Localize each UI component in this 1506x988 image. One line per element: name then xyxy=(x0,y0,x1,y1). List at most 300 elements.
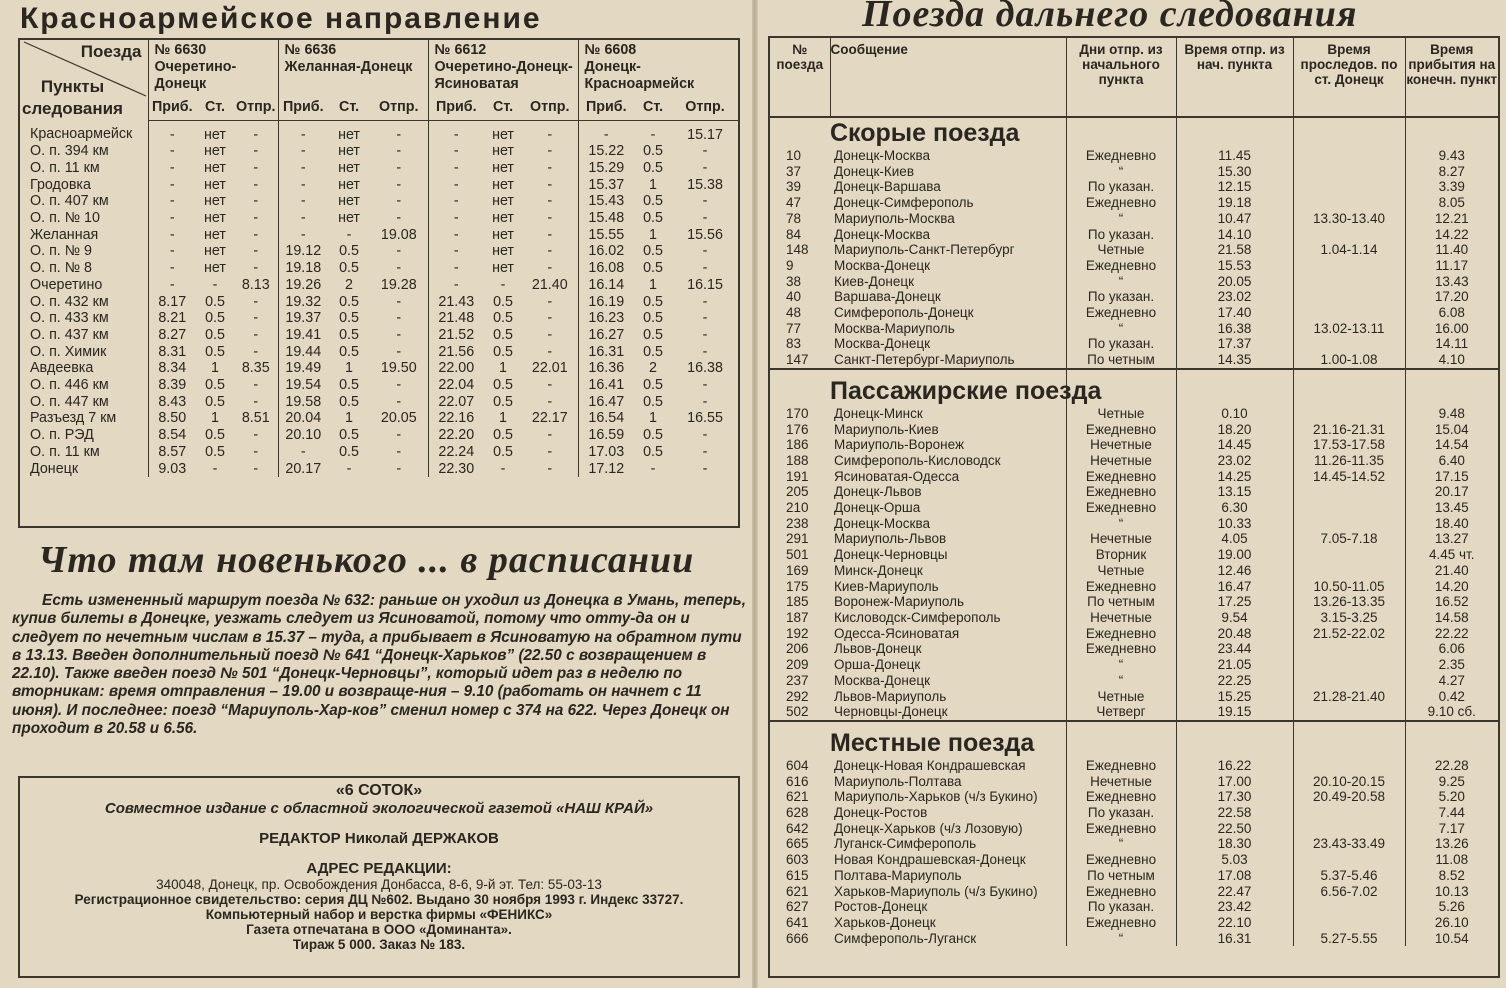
arrival-time: 8.27 xyxy=(1405,164,1498,180)
stop-name: О. п. № 9 xyxy=(30,243,93,260)
train-row xyxy=(770,516,1498,532)
days-cell: Ежедневно xyxy=(1066,148,1176,164)
stop-name: Желанная xyxy=(30,226,99,243)
days-cell: “ xyxy=(1066,836,1176,852)
donetsk-pass-time xyxy=(1293,148,1405,164)
time-cell: 8.13 xyxy=(241,276,270,293)
time-cell: - xyxy=(547,193,553,210)
section-title-row xyxy=(770,117,1498,148)
arrival-time: 18.40 xyxy=(1405,516,1498,532)
time-cell: нет xyxy=(204,143,226,160)
timetable-row xyxy=(20,143,738,160)
section-spacer xyxy=(770,728,830,758)
departure-time: 17.37 xyxy=(1176,336,1293,352)
time-cell: 1 xyxy=(499,360,507,377)
donetsk-pass-time: 20.49-20.58 xyxy=(1293,789,1405,805)
donetsk-pass-time xyxy=(1293,179,1405,195)
departure-time: 17.00 xyxy=(1176,774,1293,790)
time-cell: 19.26 xyxy=(278,277,328,294)
time-cell: 8.21 xyxy=(148,310,196,327)
time-cell: 19.54 xyxy=(278,377,328,394)
train-number: 628 xyxy=(786,805,809,821)
stop-name: О. п. 394 км xyxy=(30,143,109,160)
train-number: 170 xyxy=(786,405,809,421)
arrival-time: 11.08 xyxy=(1405,852,1498,868)
train-route: Полтава-Мариуполь xyxy=(834,867,962,883)
time-cell: - xyxy=(148,277,196,294)
time-cell: - xyxy=(396,193,402,210)
time-cell: - xyxy=(428,143,484,160)
arrival-time: 13.26 xyxy=(1405,836,1498,852)
time-cell: 22.16 xyxy=(428,410,484,427)
train-row xyxy=(770,547,1498,563)
time-cell: - xyxy=(547,326,553,343)
time-cell: - xyxy=(278,210,328,227)
train-route: Ростов-Донецк xyxy=(834,899,928,915)
time-cell: 0.5 xyxy=(643,393,663,410)
arrival-time: 13.27 xyxy=(1405,531,1498,547)
time-cell: 8.27 xyxy=(148,327,196,344)
donetsk-pass-time xyxy=(1293,406,1405,422)
time-cell: нет xyxy=(204,210,226,227)
time-cell: - xyxy=(148,243,196,260)
timetable-row xyxy=(20,377,738,394)
time-cell: - xyxy=(547,210,553,227)
donetsk-pass-time xyxy=(1293,821,1405,837)
days-cell: Ежедневно xyxy=(1066,915,1176,931)
donetsk-pass-time xyxy=(1293,852,1405,868)
stop-name: О. п. 446 км xyxy=(30,377,109,394)
time-cell: 8.43 xyxy=(148,394,196,411)
train-row xyxy=(770,321,1498,337)
timetable-row xyxy=(20,327,738,344)
departure-time: 15.30 xyxy=(1176,164,1293,180)
time-cell: - xyxy=(396,443,402,460)
time-cell: 22.01 xyxy=(531,360,568,377)
time-cell: 16.47 xyxy=(578,394,634,411)
typeset-line: Компьютерный набор и верстка фирмы «ФЕНИКС» xyxy=(205,907,553,922)
section-spacer xyxy=(1405,728,1498,758)
time-cell: - xyxy=(547,260,553,277)
days-cell: Четные xyxy=(1066,242,1176,258)
left-section-title: Красноармейское направление xyxy=(20,2,542,35)
train-route: Львов-Донецк xyxy=(834,641,922,657)
time-cell: нет xyxy=(204,226,226,243)
train-route: Харьков-Мариуполь (ч/з Букино) xyxy=(834,883,1038,899)
donetsk-pass-time xyxy=(1293,547,1405,563)
time-cell: - xyxy=(428,260,484,277)
departure-time: 14.10 xyxy=(1176,227,1293,243)
train-number: № 6636 xyxy=(284,42,337,58)
time-cell: 0.5 xyxy=(339,393,359,410)
train-route: Донецк-Львов xyxy=(834,484,922,500)
arrival-time: 6.40 xyxy=(1405,453,1498,469)
train-number: 627 xyxy=(786,899,809,915)
time-cell: - xyxy=(148,193,196,210)
time-cell: 22.04 xyxy=(428,377,484,394)
separator-cell xyxy=(1405,369,1498,376)
time-cell: нет xyxy=(338,126,360,143)
train-row xyxy=(770,579,1498,595)
train-row xyxy=(770,406,1498,422)
days-cell: Ежедневно xyxy=(1066,758,1176,774)
arrival-time: 7.17 xyxy=(1405,821,1498,837)
train-6612-header xyxy=(428,40,578,94)
donetsk-pass-time: 1.04-1.14 xyxy=(1293,242,1405,258)
arrival-time: 4.45 чт. xyxy=(1405,547,1498,563)
time-cell: 0.5 xyxy=(493,310,513,327)
time-cell: - xyxy=(253,443,259,460)
time-cell: нет xyxy=(338,143,360,160)
corner-stops-line1: Пункты xyxy=(40,77,105,96)
departure-time: 20.48 xyxy=(1176,626,1293,642)
time-cell: - xyxy=(253,126,259,143)
days-cell: Нечетные xyxy=(1066,610,1176,626)
time-cell: - xyxy=(346,460,352,477)
time-cell: 0.5 xyxy=(339,243,359,260)
time-cell: 20.10 xyxy=(278,427,328,444)
time-cell: 16.54 xyxy=(578,410,634,427)
section-spacer xyxy=(1405,376,1498,406)
time-cell: - xyxy=(396,427,402,444)
donetsk-pass-time xyxy=(1293,915,1405,931)
train-route: Воронеж-Мариуполь xyxy=(834,594,965,610)
days-cell: “ xyxy=(1066,164,1176,180)
timetable-row xyxy=(20,210,738,227)
time-cell: 20.17 xyxy=(278,461,328,478)
time-cell: - xyxy=(702,310,708,327)
time-cell: 8.57 xyxy=(148,444,196,461)
train-6630-header xyxy=(148,40,278,94)
timetable-body xyxy=(20,120,738,477)
time-cell: 21.56 xyxy=(428,344,484,361)
train-route: Донецк-Новая Кондрашевская xyxy=(834,757,1026,773)
arrival-time: 10.54 xyxy=(1405,931,1498,947)
departure-time: 22.50 xyxy=(1176,821,1293,837)
time-cell: - xyxy=(253,210,259,227)
time-cell: - xyxy=(396,210,402,227)
time-cell: - xyxy=(396,393,402,410)
timetable-row xyxy=(20,277,738,294)
donetsk-pass-time: 21.16-21.31 xyxy=(1293,422,1405,438)
separator-cell xyxy=(830,721,1066,728)
train-number: 39 xyxy=(786,179,802,195)
train-row xyxy=(770,836,1498,852)
arrival-time: 5.26 xyxy=(1405,899,1498,915)
time-cell: - xyxy=(396,159,402,176)
train-row xyxy=(770,195,1498,211)
time-cell: 0.5 xyxy=(205,293,225,310)
train-number: 641 xyxy=(786,914,809,930)
section-spacer xyxy=(1405,117,1498,148)
time-cell: - xyxy=(702,260,708,277)
time-cell: - xyxy=(396,260,402,277)
column-header: № поезда xyxy=(770,38,830,117)
train-row xyxy=(770,289,1498,305)
days-cell: Ежедневно xyxy=(1066,884,1176,900)
time-cell: 15.43 xyxy=(578,193,634,210)
train-route: Донецк-Москва xyxy=(834,148,930,163)
train-number: 47 xyxy=(786,195,802,211)
time-cell: 0.5 xyxy=(339,443,359,460)
time-cell: - xyxy=(702,427,708,444)
arrival-time: 14.54 xyxy=(1405,437,1498,453)
train-row xyxy=(770,469,1498,485)
departure-time: 13.15 xyxy=(1176,484,1293,500)
time-cell: 0.5 xyxy=(339,326,359,343)
arrival-time: 12.21 xyxy=(1405,211,1498,227)
sub-header-cell: Ст. xyxy=(196,94,234,120)
departure-time: 12.46 xyxy=(1176,563,1293,579)
address-header: АДРЕС РЕДАКЦИИ: xyxy=(306,860,452,877)
time-cell: 16.08 xyxy=(578,260,634,277)
section-spacer xyxy=(1293,376,1405,406)
time-cell: - xyxy=(702,343,708,360)
departure-time: 23.02 xyxy=(1176,289,1293,305)
donetsk-pass-time: 13.02-13.11 xyxy=(1293,321,1405,337)
time-cell: 16.41 xyxy=(578,377,634,394)
train-route: Мариуполь-Львов xyxy=(834,531,947,547)
stop-name: О. п. 11 км xyxy=(30,159,100,176)
time-cell: - xyxy=(148,177,196,194)
time-cell: - xyxy=(547,393,553,410)
right-section-title: Поезда дальнего следования xyxy=(862,0,1358,35)
train-route: Желанная-Донецк xyxy=(284,59,413,75)
days-cell: По указан. xyxy=(1066,899,1176,915)
days-cell: “ xyxy=(1066,274,1176,290)
section-title: Скорые поезда xyxy=(830,119,1020,147)
days-cell: “ xyxy=(1066,211,1176,227)
time-cell: 0.5 xyxy=(493,443,513,460)
time-cell: нет xyxy=(492,176,514,193)
days-cell: По четным xyxy=(1066,352,1176,369)
timetable-row xyxy=(20,177,738,194)
time-cell: 19.18 xyxy=(278,260,328,277)
sub-header-cell: Приб. xyxy=(278,94,328,120)
timetable-row xyxy=(20,294,738,311)
departure-time: 16.31 xyxy=(1176,931,1293,947)
days-cell: По указан. xyxy=(1066,289,1176,305)
time-cell: 15.37 xyxy=(578,177,634,194)
time-cell: - xyxy=(396,460,402,477)
time-cell: нет xyxy=(492,159,514,176)
days-cell: Ежедневно xyxy=(1066,305,1176,321)
time-cell: - xyxy=(547,427,553,444)
train-row xyxy=(770,274,1498,290)
donetsk-pass-time xyxy=(1293,258,1405,274)
time-cell: - xyxy=(702,210,708,227)
train-route: Кисловодск-Симферополь xyxy=(834,609,1001,625)
time-cell: - xyxy=(702,193,708,210)
arrival-time: 10.13 xyxy=(1405,884,1498,900)
section-separator xyxy=(770,369,1498,376)
departure-time: 9.54 xyxy=(1176,610,1293,626)
stop-name: О. п. 432 км xyxy=(30,293,109,310)
registration-line: Регистрационное свидетельство: серия ДЦ №602. Выдано 30 ноября 1993 г. Индекс 33727. xyxy=(74,892,684,907)
departure-time: 16.38 xyxy=(1176,321,1293,337)
train-row xyxy=(770,437,1498,453)
train-number: 615 xyxy=(786,867,809,883)
train-row xyxy=(770,884,1498,900)
time-cell: 0.5 xyxy=(643,443,663,460)
time-cell: - xyxy=(253,176,259,193)
train-number: 665 xyxy=(786,836,809,852)
arrival-time: 8.05 xyxy=(1405,195,1498,211)
donetsk-pass-time: 17.53-17.58 xyxy=(1293,437,1405,453)
time-cell: 21.40 xyxy=(531,276,568,293)
arrival-time: 13.43 xyxy=(1405,274,1498,290)
newspaper-name: «6 СОТОК» xyxy=(335,782,423,799)
days-cell: “ xyxy=(1066,321,1176,337)
days-cell: По четным xyxy=(1066,868,1176,884)
time-cell: 1 xyxy=(345,410,353,427)
time-cell: 8.50 xyxy=(148,410,196,427)
train-number: 501 xyxy=(786,547,809,563)
printed-line: Газета отпечатана в ООО «Доминанта». xyxy=(246,922,512,937)
time-cell: 0.5 xyxy=(643,377,663,394)
train-route: Донецк-Киев xyxy=(834,163,914,179)
time-cell: - xyxy=(253,226,259,243)
train-route: Мариуполь-Полтава xyxy=(834,773,962,789)
time-cell: 19.44 xyxy=(278,344,328,361)
long-distance-body xyxy=(770,117,1498,946)
timetable-row xyxy=(20,160,738,177)
page-fold xyxy=(752,0,758,988)
timetable-row xyxy=(20,461,738,478)
time-cell: - xyxy=(428,160,484,177)
separator-cell xyxy=(830,369,1066,376)
train-number: 666 xyxy=(786,930,809,946)
time-cell: 16.23 xyxy=(578,310,634,327)
time-cell: 8.34 xyxy=(148,360,196,377)
train-route: Санкт-Петербург-Мариуполь xyxy=(834,352,1015,368)
time-cell: 0.5 xyxy=(339,343,359,360)
time-cell: - xyxy=(253,159,259,176)
train-row xyxy=(770,758,1498,774)
days-cell: Ежедневно xyxy=(1066,469,1176,485)
train-route: Одесса-Ясиноватая xyxy=(834,625,960,641)
donetsk-pass-time xyxy=(1293,336,1405,352)
arrival-time: 8.52 xyxy=(1405,868,1498,884)
column-header: Время проследов. по ст. Донецк xyxy=(1293,38,1405,117)
time-cell: - xyxy=(278,193,328,210)
time-cell: нет xyxy=(204,176,226,193)
time-cell: - xyxy=(396,310,402,327)
train-row xyxy=(770,453,1498,469)
section-spacer xyxy=(770,117,830,148)
section-spacer xyxy=(1066,728,1176,758)
time-cell: 0.5 xyxy=(205,310,225,327)
corner-trains-label: Поезда xyxy=(80,42,142,61)
time-cell: - xyxy=(346,226,352,243)
timetable-row xyxy=(20,410,738,427)
donetsk-pass-time xyxy=(1293,227,1405,243)
timetable-row xyxy=(20,444,738,461)
stop-name: Очеретино xyxy=(30,276,103,293)
time-cell: - xyxy=(702,243,708,260)
time-cell: - xyxy=(428,210,484,227)
departure-time: 17.40 xyxy=(1176,305,1293,321)
train-route: Очеретино-Донецк-Ясиноватая xyxy=(434,59,573,92)
train-number: 292 xyxy=(786,688,809,704)
arrival-time: 26.10 xyxy=(1405,915,1498,931)
news-title: Что там новенького ... в расписании xyxy=(38,539,695,581)
time-cell: - xyxy=(702,443,708,460)
arrival-time: 14.58 xyxy=(1405,610,1498,626)
time-cell: - xyxy=(396,343,402,360)
train-row xyxy=(770,227,1498,243)
train-route: Львов-Мариуполь xyxy=(834,688,947,704)
departure-time: 6.30 xyxy=(1176,500,1293,516)
time-cell: 0.5 xyxy=(643,143,663,160)
time-cell: 0.5 xyxy=(643,159,663,176)
separator-cell xyxy=(1176,369,1293,376)
donetsk-pass-time xyxy=(1293,641,1405,657)
train-route: Симферополь-Луганск xyxy=(834,930,977,946)
days-cell: Ежедневно xyxy=(1066,579,1176,595)
arrival-time: 14.11 xyxy=(1405,336,1498,352)
train-route: Мариуполь-Воронеж xyxy=(834,437,965,453)
time-cell: 21.43 xyxy=(428,294,484,311)
time-cell: 19.41 xyxy=(278,327,328,344)
arrival-time: 21.40 xyxy=(1405,563,1498,579)
departure-time: 16.22 xyxy=(1176,758,1293,774)
departure-time: 10.33 xyxy=(1176,516,1293,532)
column-header: Сообщение xyxy=(830,38,1066,117)
donetsk-pass-time: 1.00-1.08 xyxy=(1293,352,1405,369)
departure-time: 19.18 xyxy=(1176,195,1293,211)
arrival-time: 16.00 xyxy=(1405,321,1498,337)
donetsk-pass-time xyxy=(1293,274,1405,290)
donetsk-pass-time: 13.30-13.40 xyxy=(1293,211,1405,227)
train-route: Донецк-Харьков (ч/з Лозовую) xyxy=(834,820,1023,836)
train-6608-header xyxy=(578,40,738,94)
time-cell: 19.37 xyxy=(278,310,328,327)
days-cell: Ежедневно xyxy=(1066,500,1176,516)
donetsk-pass-time xyxy=(1293,195,1405,211)
train-route: Киев-Донецк xyxy=(834,273,914,289)
donetsk-pass-time xyxy=(1293,563,1405,579)
days-cell: Ежедневно xyxy=(1066,789,1176,805)
train-number: 188 xyxy=(786,452,809,468)
donetsk-pass-time xyxy=(1293,758,1405,774)
days-cell: “ xyxy=(1066,657,1176,673)
train-route: Донецк-Красноармейск xyxy=(584,59,695,92)
train-row xyxy=(770,657,1498,673)
train-row xyxy=(770,931,1498,947)
train-route: Москва-Донецк xyxy=(834,336,930,352)
section-title: Местные поезда xyxy=(830,728,1035,757)
time-cell: нет xyxy=(492,226,514,243)
time-cell: 0.5 xyxy=(643,243,663,260)
train-number: 603 xyxy=(786,852,809,868)
time-cell: - xyxy=(253,260,259,277)
train-number: 169 xyxy=(786,562,809,578)
days-cell: Нечетные xyxy=(1066,437,1176,453)
sub-header-cell: Ст. xyxy=(328,94,370,120)
departure-time: 23.44 xyxy=(1176,641,1293,657)
time-cell: 0.5 xyxy=(205,343,225,360)
time-cell: 0.5 xyxy=(643,193,663,210)
train-route: Донецк-Черновцы xyxy=(834,547,948,563)
time-cell: 0.5 xyxy=(643,310,663,327)
separator-cell xyxy=(770,369,830,376)
train-number: 187 xyxy=(786,609,809,625)
train-number: 604 xyxy=(786,757,809,773)
timetable-row xyxy=(20,427,738,444)
section-spacer xyxy=(1293,728,1405,758)
editor-line: РЕДАКТОР Николай ДЕРЖАКОВ xyxy=(259,830,499,847)
